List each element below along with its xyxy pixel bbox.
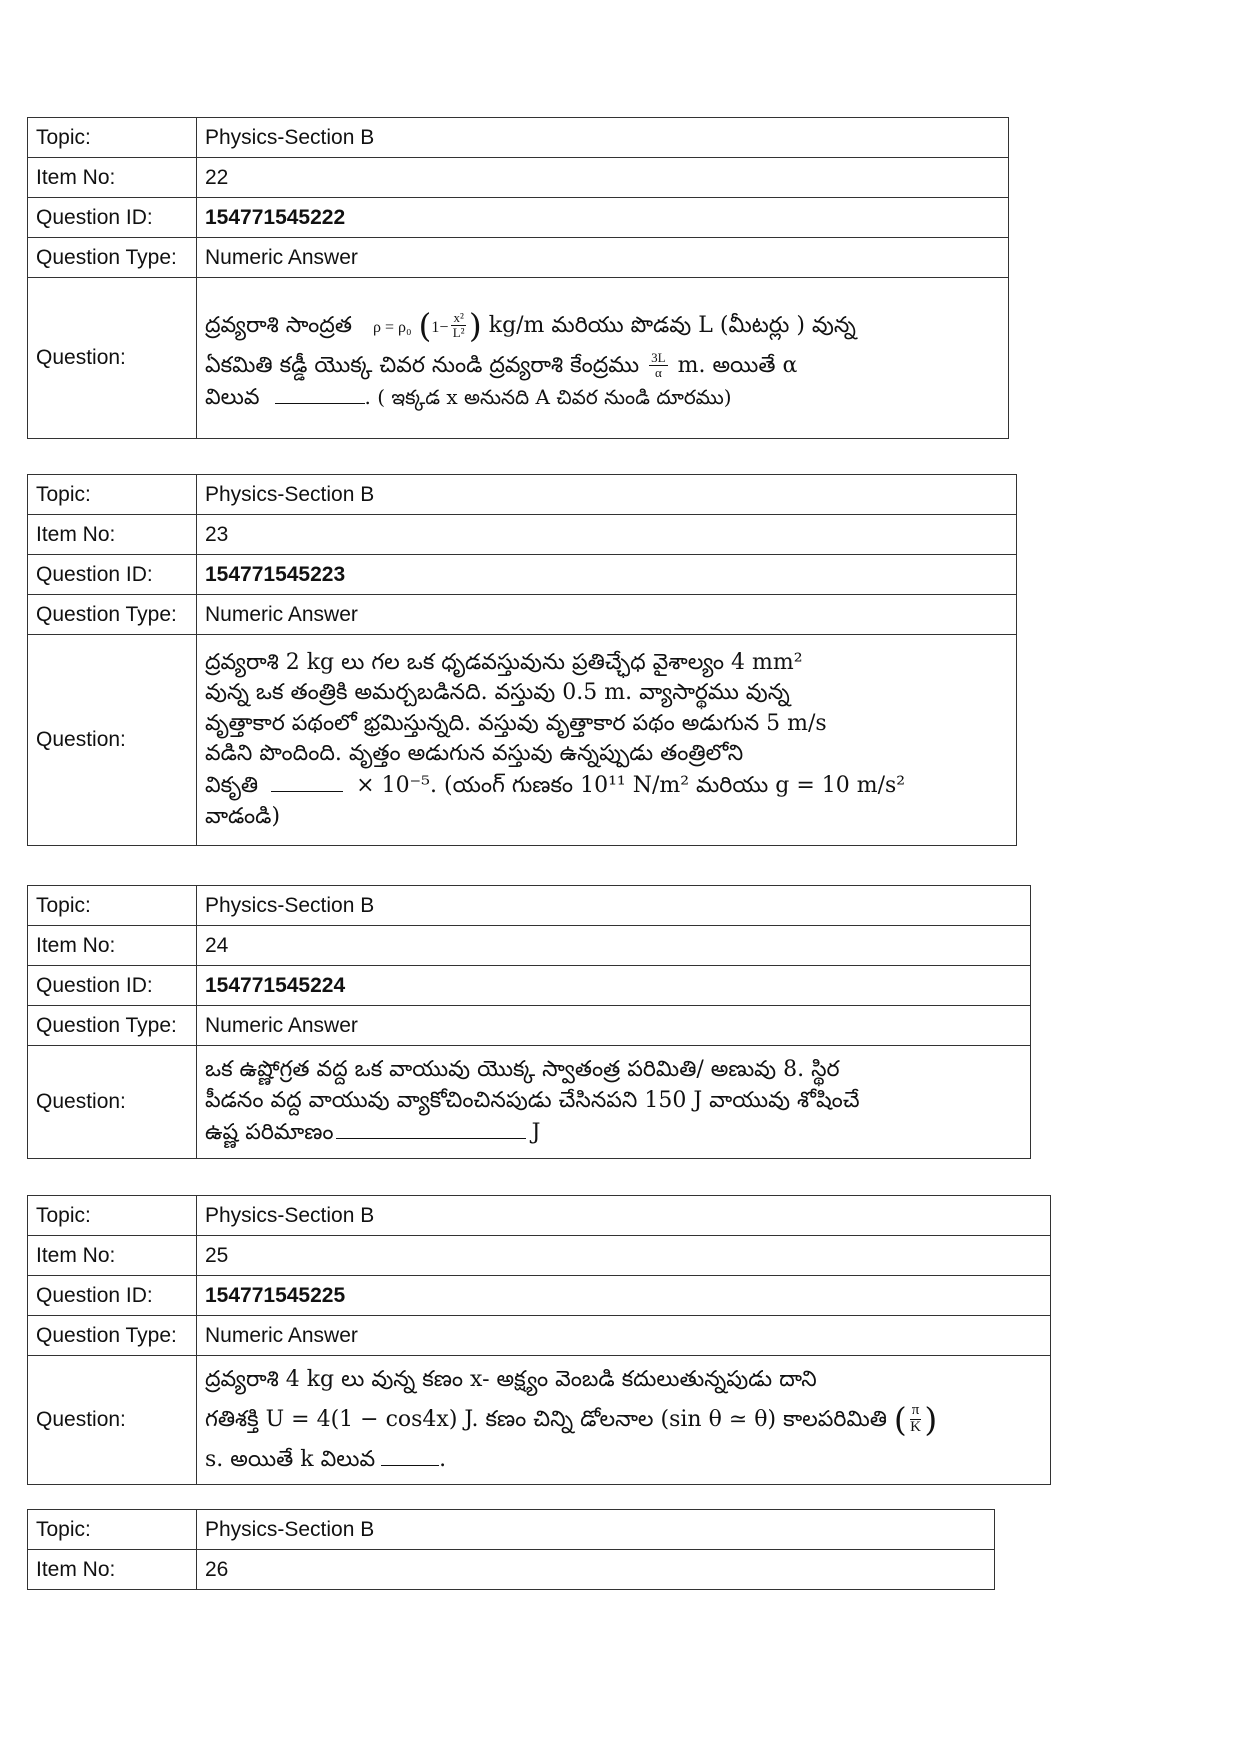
question-type-value: Numeric Answer — [197, 595, 1017, 635]
item-no-row — [28, 1550, 995, 1590]
item-no-row — [28, 926, 1031, 966]
question-line — [205, 1396, 1042, 1444]
item-no-value: 22 — [197, 158, 1009, 198]
question-label: Question: — [28, 278, 197, 439]
topic-label: Topic: — [28, 1196, 197, 1236]
item-no-label: Item No: — [28, 515, 197, 555]
question-type-row — [28, 1316, 1051, 1356]
topic-row — [28, 118, 1009, 158]
question-fragment: వికృతి — [205, 773, 259, 799]
answer-blank — [381, 1443, 439, 1466]
question-fragment: m. అయితే α — [677, 352, 798, 378]
topic-label: Topic: — [28, 1510, 197, 1550]
question-label: Question: — [28, 635, 197, 846]
question-id-label: Question ID: — [28, 555, 197, 595]
paren-close: ) — [924, 1399, 938, 1439]
fraction-pi-K — [910, 1403, 922, 1436]
question-fragment: ద్రవ్యరాశి సాంద్రత — [205, 312, 352, 338]
question-id-value: 154771545225 — [197, 1276, 1051, 1316]
fraction-numerator: 3L — [651, 350, 666, 366]
paren-close: ) — [468, 305, 482, 345]
question-table-25 — [27, 1195, 1051, 1485]
question-type-value: Numeric Answer — [197, 238, 1009, 278]
question-line: పీడనం వద్ద వాయువు వ్యాకోచించినపుడు చేసినపని 150 J వాయువు శోషించే — [205, 1087, 860, 1113]
question-id-label: Question ID: — [28, 1276, 197, 1316]
question-type-label: Question Type: — [28, 1316, 197, 1356]
question-fragment: × 10⁻⁵. (యంగ్ గుణకం 10¹¹ N/m² మరియు g = 10 m/s² — [356, 773, 906, 799]
question-type-label: Question Type: — [28, 1006, 197, 1046]
question-type-row — [28, 238, 1009, 278]
math-one-minus: 1− — [431, 318, 449, 336]
question-line — [205, 1116, 1022, 1149]
question-id-value: 154771545224 — [197, 966, 1031, 1006]
question-row — [28, 278, 1009, 439]
question-type-row — [28, 595, 1017, 635]
question-fragment: ఏకమితి కడ్డీ యొక్క చివర నుండి ద్రవ్యరాశి కేంద్రము — [205, 352, 640, 378]
question-id-row — [28, 966, 1031, 1006]
topic-row — [28, 1196, 1051, 1236]
topic-value: Physics-Section B — [197, 118, 1009, 158]
question-text — [197, 1046, 1031, 1159]
question-table-24 — [27, 885, 1031, 1159]
question-line: ద్రవ్యరాశి 2 kg లు గల ఒక ధృడవస్తువును ప్రతిచ్ఛేధ వైశాల్యం 4 mm² — [205, 649, 803, 675]
item-no-label: Item No: — [28, 158, 197, 198]
question-fragment: . — [439, 1447, 447, 1473]
item-no-label: Item No: — [28, 1236, 197, 1276]
topic-row — [28, 886, 1031, 926]
topic-row — [28, 475, 1017, 515]
question-line — [205, 769, 1008, 801]
question-id-value: 154771545223 — [197, 555, 1017, 595]
topic-label: Topic: — [28, 475, 197, 515]
question-line — [205, 350, 1000, 382]
paren-open: ( — [893, 1399, 907, 1439]
question-fragment: గతిశక్తి U = 4(1 − cos4x) J. కణం చిన్ని డోలనాల (sin θ ≃ θ) కాలపరిమితి — [205, 1406, 887, 1432]
question-text — [197, 635, 1017, 846]
question-type-value: Numeric Answer — [197, 1006, 1031, 1046]
item-no-label: Item No: — [28, 926, 197, 966]
question-fragment: J — [531, 1120, 541, 1146]
question-line: వడిని పొందింది. వృత్తం అడుగున వస్తువు ఉన్నప్పుడు తంత్రిలోని — [205, 741, 744, 766]
question-line — [205, 302, 1000, 350]
fraction-denominator: K — [910, 1419, 921, 1435]
question-fragment: ఉష్ణ పరిమాణం — [205, 1120, 334, 1146]
question-fragment: . ( ఇక్కడ x అనునది A చివర నుండి దూరము) — [364, 385, 732, 410]
question-type-row — [28, 1006, 1031, 1046]
topic-row — [28, 1510, 995, 1550]
item-no-row — [28, 1236, 1051, 1276]
question-id-value: 154771545222 — [197, 198, 1009, 238]
question-id-row — [28, 555, 1017, 595]
question-line: ద్రవ్యరాశి 4 kg లు వున్న కణం x- అక్ష్యం వెంబడి కదులుతున్నపుడు దాని — [205, 1366, 817, 1392]
question-fragment: s. అయితే k విలువ — [205, 1447, 376, 1473]
answer-blank — [271, 769, 343, 792]
item-no-value: 23 — [197, 515, 1017, 555]
question-label: Question: — [28, 1356, 197, 1485]
question-type-label: Question Type: — [28, 238, 197, 278]
question-line: వృత్తాకార పథంలో భ్రమిస్తున్నది. వస్తువు వృత్తాకార పథం అడుగున 5 m/s — [205, 710, 827, 736]
question-line — [205, 381, 1000, 414]
answer-blank — [275, 381, 365, 404]
topic-label: Topic: — [28, 886, 197, 926]
fraction-denominator: α — [654, 365, 662, 381]
question-id-row — [28, 1276, 1051, 1316]
question-line: వాడండి) — [205, 803, 281, 829]
question-text — [197, 1356, 1051, 1485]
item-no-value: 25 — [197, 1236, 1051, 1276]
question-id-label: Question ID: — [28, 198, 197, 238]
topic-value: Physics-Section B — [197, 475, 1017, 515]
fraction-x2-L2 — [451, 311, 465, 339]
question-id-row — [28, 198, 1009, 238]
question-line: వున్న ఒక తంత్రికి అమర్చబడినది. వస్తువు 0.5 m. వ్యాసార్థము వున్న — [205, 680, 790, 706]
fraction-3L-alpha — [649, 351, 667, 379]
paren-open: ( — [418, 305, 432, 345]
question-table-26 — [27, 1509, 995, 1590]
question-type-label: Question Type: — [28, 595, 197, 635]
topic-label: Topic: — [28, 118, 197, 158]
question-row — [28, 1046, 1031, 1159]
answer-blank — [336, 1116, 526, 1139]
item-no-row — [28, 158, 1009, 198]
topic-value: Physics-Section B — [197, 1196, 1051, 1236]
topic-value: Physics-Section B — [197, 886, 1031, 926]
item-no-row — [28, 515, 1017, 555]
question-id-label: Question ID: — [28, 966, 197, 1006]
question-table-22 — [27, 117, 1009, 439]
fraction-denominator: L² — [452, 325, 465, 341]
question-fragment: విలువ — [205, 385, 260, 411]
question-fragment: kg/m మరియు పొడవు L (మీటర్లు ) వున్న — [488, 312, 856, 338]
math-rho: ρ = ρ₀ — [372, 318, 412, 336]
topic-value: Physics-Section B — [197, 1510, 995, 1550]
question-label: Question: — [28, 1046, 197, 1159]
question-table-23 — [27, 474, 1017, 846]
fraction-numerator: x² — [453, 310, 464, 326]
item-no-label: Item No: — [28, 1550, 197, 1590]
question-type-value: Numeric Answer — [197, 1316, 1051, 1356]
fraction-numerator: π — [911, 1402, 920, 1419]
question-line: ఒక ఉష్ణోగ్రత వద్ద ఒక వాయువు యొక్క స్వాతంత్ర పరిమితి/ అణువు 8. స్థిర — [205, 1056, 840, 1082]
question-row — [28, 635, 1017, 846]
item-no-value: 24 — [197, 926, 1031, 966]
question-text — [197, 278, 1009, 439]
question-line — [205, 1443, 1042, 1476]
question-row — [28, 1356, 1051, 1485]
item-no-value: 26 — [197, 1550, 995, 1590]
